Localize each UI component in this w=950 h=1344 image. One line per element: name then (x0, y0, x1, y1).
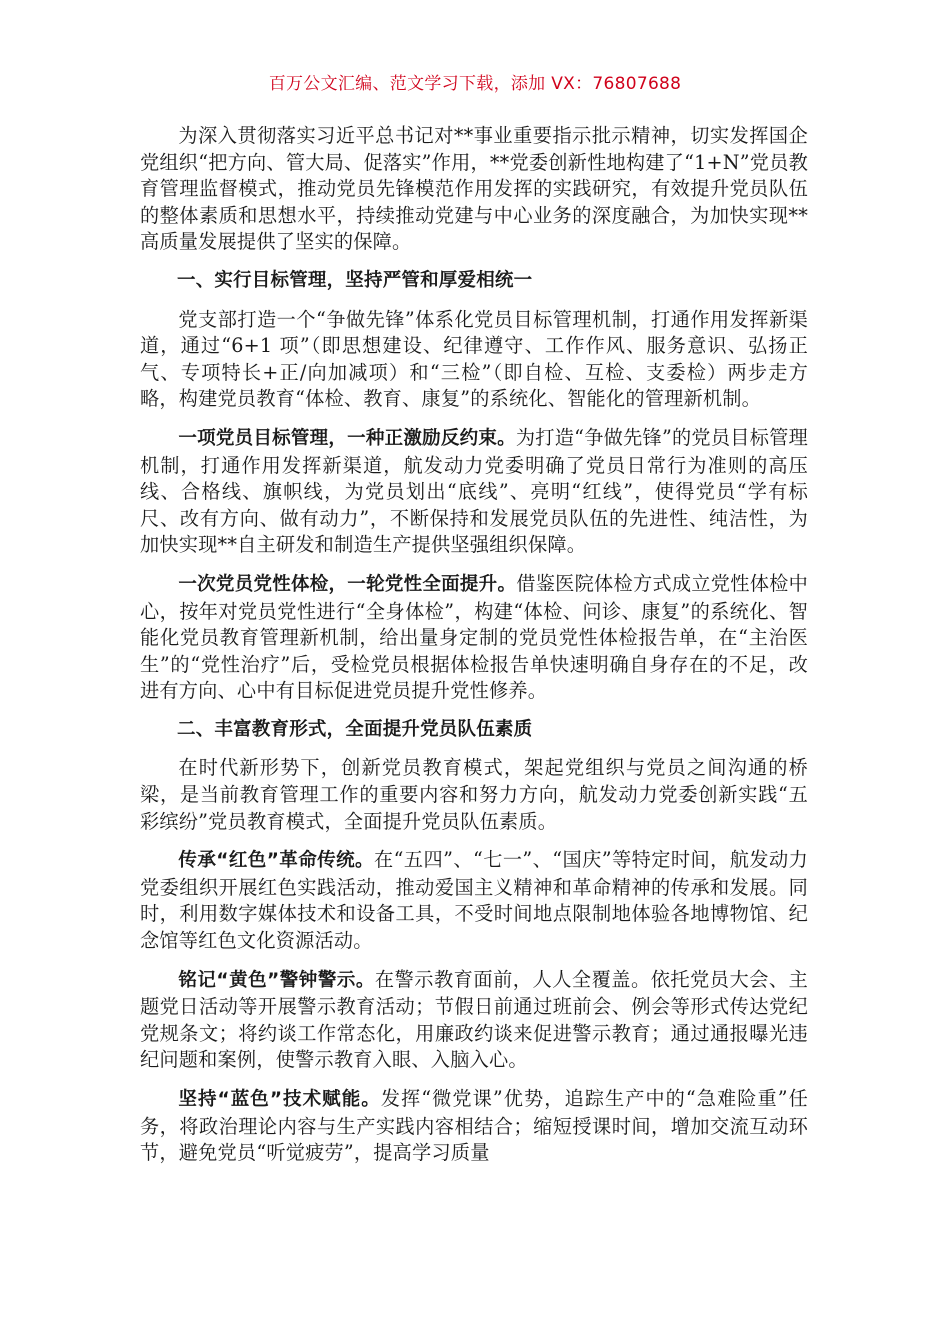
section-2-paragraph-1: 在时代新形势下，创新党员教育模式，架起党组织与党员之间沟通的桥梁，是当前教育管理工作的重要内容和努力方向，航发动力党委创新实践“五彩缤纷”党员教育模式，全面提升党员队伍素质。 (140, 756, 808, 833)
section-1-paragraph-1: 党支部打造一个“争做先锋”体系化党员目标管理机制，打通作用发挥新渠道，通过“6+1 项”（即思想建设、纪律遵守、工作作风、服务意识、弘扬正气、专项特长+正/向加减项）和“三检”（即自检、互检、支委检）两步走方略，构建党员教育“体检、教育、康复”的系统化、智能化的管理新机制。 (140, 307, 808, 411)
page-header-banner: 百万公文汇编、范文学习下载，添加 VX：76807688 (268, 74, 682, 94)
section-2-paragraph-3: 铭记“黄色”警钟警示。在警示教育面前，人人全覆盖。依托党员大会、主题党日活动等开展警示教育活动；节假日前通过班前会、例会等形式传达党纪党规条文；将约谈工作常态化，用廉政约谈来促进警示教育；通过通报曝光违纪问题和案例，使警示教育入眼、入脑入心。 (140, 967, 808, 1072)
document-body (140, 123, 808, 1179)
section-2-paragraph-2: 传承“红色”革命传统。在“五四”、“七一”、“国庆”等特定时间，航发动力党委组织开展红色实践活动，推动爱国主义精神和革命精神的传承和发展。同时，利用数字媒体技术和设备工具，不受时间地点限制地体验各地博物馆、纪念馆等红色文化资源活动。 (140, 848, 808, 953)
section-heading-1: 一、实行目标管理，坚持严管和厚爱相统一 (177, 269, 533, 291)
section-1-paragraph-2: 一项党员目标管理，一种正激励反约束。为打造“争做先锋”的党员目标管理机制，打通作用发挥新渠道，航发动力党委明确了党员日常行为准则的高压线、合格线、旗帜线，为党员划出“底线”、亮明“红线”，使得党员“学有标尺、改有方向、做有动力”，不断保持和发展党员队伍的先进性、纯洁性，为加快实现**自主研发和制造生产提供坚强组织保障。 (140, 425, 808, 557)
intro-paragraph: 为深入贯彻落实习近平总书记对**事业重要指示批示精神，切实发挥国企党组织“把方向、管大局、促落实”作用，**党委创新性地构建了“1+N”党员教育管理监督模式，推动党员先锋模范作用发挥的实践研究，有效提升党员队伍的整体素质和思想水平，持续推动党建与中心业务的深度融合，为加快实现**高质量发展提供了坚实的保障。 (140, 124, 808, 254)
paragraph-lead: 一项党员目标管理，一种正激励反约束。 (178, 427, 516, 449)
paragraph-lead: 传承“红色”革命传统。 (178, 850, 374, 872)
paragraph-lead: 坚持“蓝色”技术赋能。 (178, 1089, 381, 1110)
paragraph-lead: 一次党员党性体检，一轮党性全面提升。 (178, 573, 517, 595)
paragraph-lead: 铭记“黄色”警钟警示。 (178, 969, 375, 991)
section-2-paragraph-4: 坚持“蓝色”技术赋能。发挥“微党课”优势，追踪生产中的“急难险重”任务，将政治理论内容与生产实践内容相结合；缩短授课时间，增加交流互动环节，避免党员“听觉疲劳”，提高学习质量 (140, 1087, 808, 1165)
section-heading-2: 二、丰富教育形式，全面提升党员队伍素质 (177, 718, 533, 740)
section-1-paragraph-3: 一次党员党性体检，一轮党性全面提升。借鉴医院体检方式成立党性体检中心，按年对党员党性进行“全身体检”，构建“体检、问诊、康复”的系统化、智能化党员教育管理新机制，给出量身定制的党员党性体检报告单，在“主治医生”的“党性治疗”后，受检党员根据体检报告单快速明确自身存在的不足，改进有方向、心中有目标促进党员提升党性修养。 (140, 571, 809, 703)
